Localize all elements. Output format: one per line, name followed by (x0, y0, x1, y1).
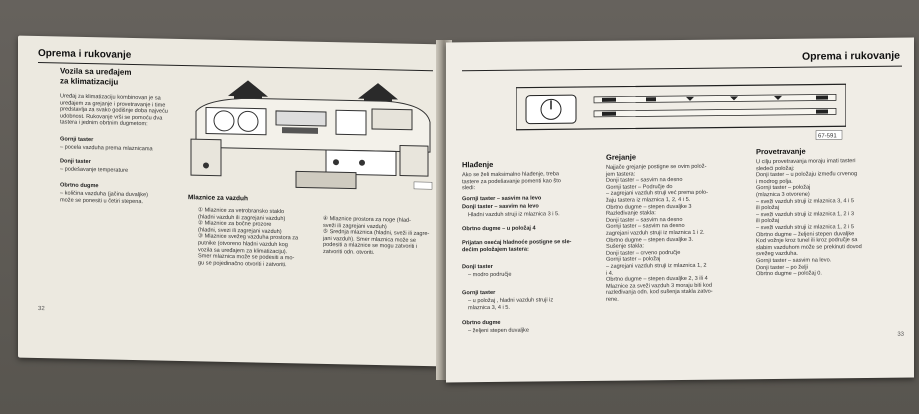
left-page-number: 32 (38, 305, 45, 313)
cooling-knob: Obrtno dugme – u položaj 4 (462, 225, 536, 233)
cooling-upper: Gornji taster – sasvim na levo (462, 195, 542, 203)
panel-code: 67-591 (818, 133, 837, 140)
outlets-list-1: ① Mlaznice za vetrobransko staklo (hladni vazduh ili zagrejani vazduh) ② Mlaznice za bočne prozore (hladni, svezi ili zagrejani vazduh) ③ Mlaznice svežeg vazduha prostora za putnike (otvoreno hladni vazduh kog vozila sa uređajem za klimatizaciju). Smer mlaznica može se podesiti a mo- gu se pojedinačno otvoriti i zatvoriti. (198, 207, 299, 268)
left-header: Oprema i rukovanje (38, 47, 132, 61)
cooling-lower-2: Hladni vazduh struji iz mlaznica 3 i 5. (468, 211, 560, 219)
outlets-list-2: ④ Mlaznice prostora za noge (hlad- sveži ili zagrejani vazduh) ⑤ Srednja mlaznica (hladni, sveži ili zagre- jani vazduh). Smer mlaznica može se podesiti a mlaznice se mogu zatvoriti i zatvoriti odn. otvoriti. (323, 215, 430, 256)
outlets-title: Mlaznice za vazduh (188, 194, 248, 203)
heating-text: Najjače grejanje postigne se ovim polož- jem tastera: Donji taster – sasvim na desno Gornji taster – Područje do – zagrejani vazduh struji već prema polo- žaju tastera iz mlaznica 1, 2, 4 i 5. Obrtno dugme – stepen duvaljke 3 Razleđivanje stakla: Donji taster – sasvim na desno Gornji taster – sasvim na desno zagrejani vazduh struji iz mlaznica 1 i 2. Obrtno dugme – stepen duvaljke 3. Sušenje stakla: Donji taster – crveno područje Gornji taster – položaj – zagrejani vazduh struji iz mlaznica 1, 2 i 4. Obrtno dugme – stepen duvaljke 2, 3 ili 4 Mlaznice za sveži vazduh 3 moraju biti kod razleđivanja odn. kod sušenja stakla zatvo- rene. (606, 163, 713, 303)
comfort-upper: Gornji taster (462, 289, 496, 297)
right-header: Oprema i rukovanje (801, 49, 900, 63)
ventilation-text: U cilju provetravanja moraju imati tasteri sledeći položaj: Donji taster – u položaju između crvenog i modrog polja. Gornji taster – položaj (mlaznica 3 otvorene) – sveži vazduh struji iz mlaznica 3, 4 i 5 ili položaj – sveži vazduh struji iz mlaznica 1, 2 i 3 ili položaj – sveži vazduh struji iz mlaznica 1, 2 i 5 Obrtno dugme – željeni stepen duvaljke Kod vožnje kroz tunel ili kroz područje sa slabim vazduhom može se prekinuti dovod svežeg vazduha. Gornji taster – sasvim na levo. Donji taster – po želji Obrtno dugme – položaj 0. (756, 158, 862, 278)
comfort-lower: Donji taster (462, 263, 493, 271)
comfort-upper-text: – u položaj , hladni vazduh struji iz mlaznica 3, 4 i 5. (468, 297, 554, 311)
left-section-title: Vozila sa uređajem za klimatizaciju (60, 66, 132, 87)
upper-button-text: – pocela vazduha prema mlaznicama (60, 144, 153, 153)
cooling-title: Hlađenje (462, 159, 494, 170)
right-header-rule (462, 66, 902, 72)
cooling-lower: Donji taster – sasvim na levo (462, 203, 539, 211)
comfort-title: Prijatan osećaj hladnoće postigne se sle- dećim položajem tastera: (462, 239, 572, 253)
left-page (18, 36, 444, 367)
dashboard-diagram (186, 77, 434, 192)
control-panel-diagram (516, 82, 846, 145)
heating-title: Grejanje (606, 152, 637, 162)
knob-text: – količina vazduha (jačina duvaljke) može se ponesiti u četiri stepena. (60, 190, 148, 205)
comfort-lower-text: – modro područje (468, 271, 512, 279)
lower-button-text: – podešavanje temperature (60, 166, 129, 174)
cooling-text: Ako se želi maksimalno hlađenje, treba tastere za podešavanje pomenti kao što sledi: (462, 171, 561, 192)
left-intro: Uređaj za klimatizaciju kombinovan je sa uređajem za grejanje i provetravanje i time predstavlja za svako godišnje doba najveću udobnost. Rukovanje vrši se pomoću dva tastera i jednim obrtnim dugmetom: (60, 93, 168, 128)
lower-button-label: Donji taster (60, 158, 91, 166)
right-page (446, 38, 914, 383)
ventilation-title: Provetravanje (756, 146, 806, 157)
comfort-knob-text: – željeni stepen duvaljke (468, 327, 529, 335)
comfort-knob: Obrtno dugme (462, 319, 501, 327)
knob-label: Obrtno dugme (60, 182, 99, 190)
upper-button-label: Gornji taster (60, 136, 94, 144)
right-page-number: 33 (897, 331, 904, 338)
